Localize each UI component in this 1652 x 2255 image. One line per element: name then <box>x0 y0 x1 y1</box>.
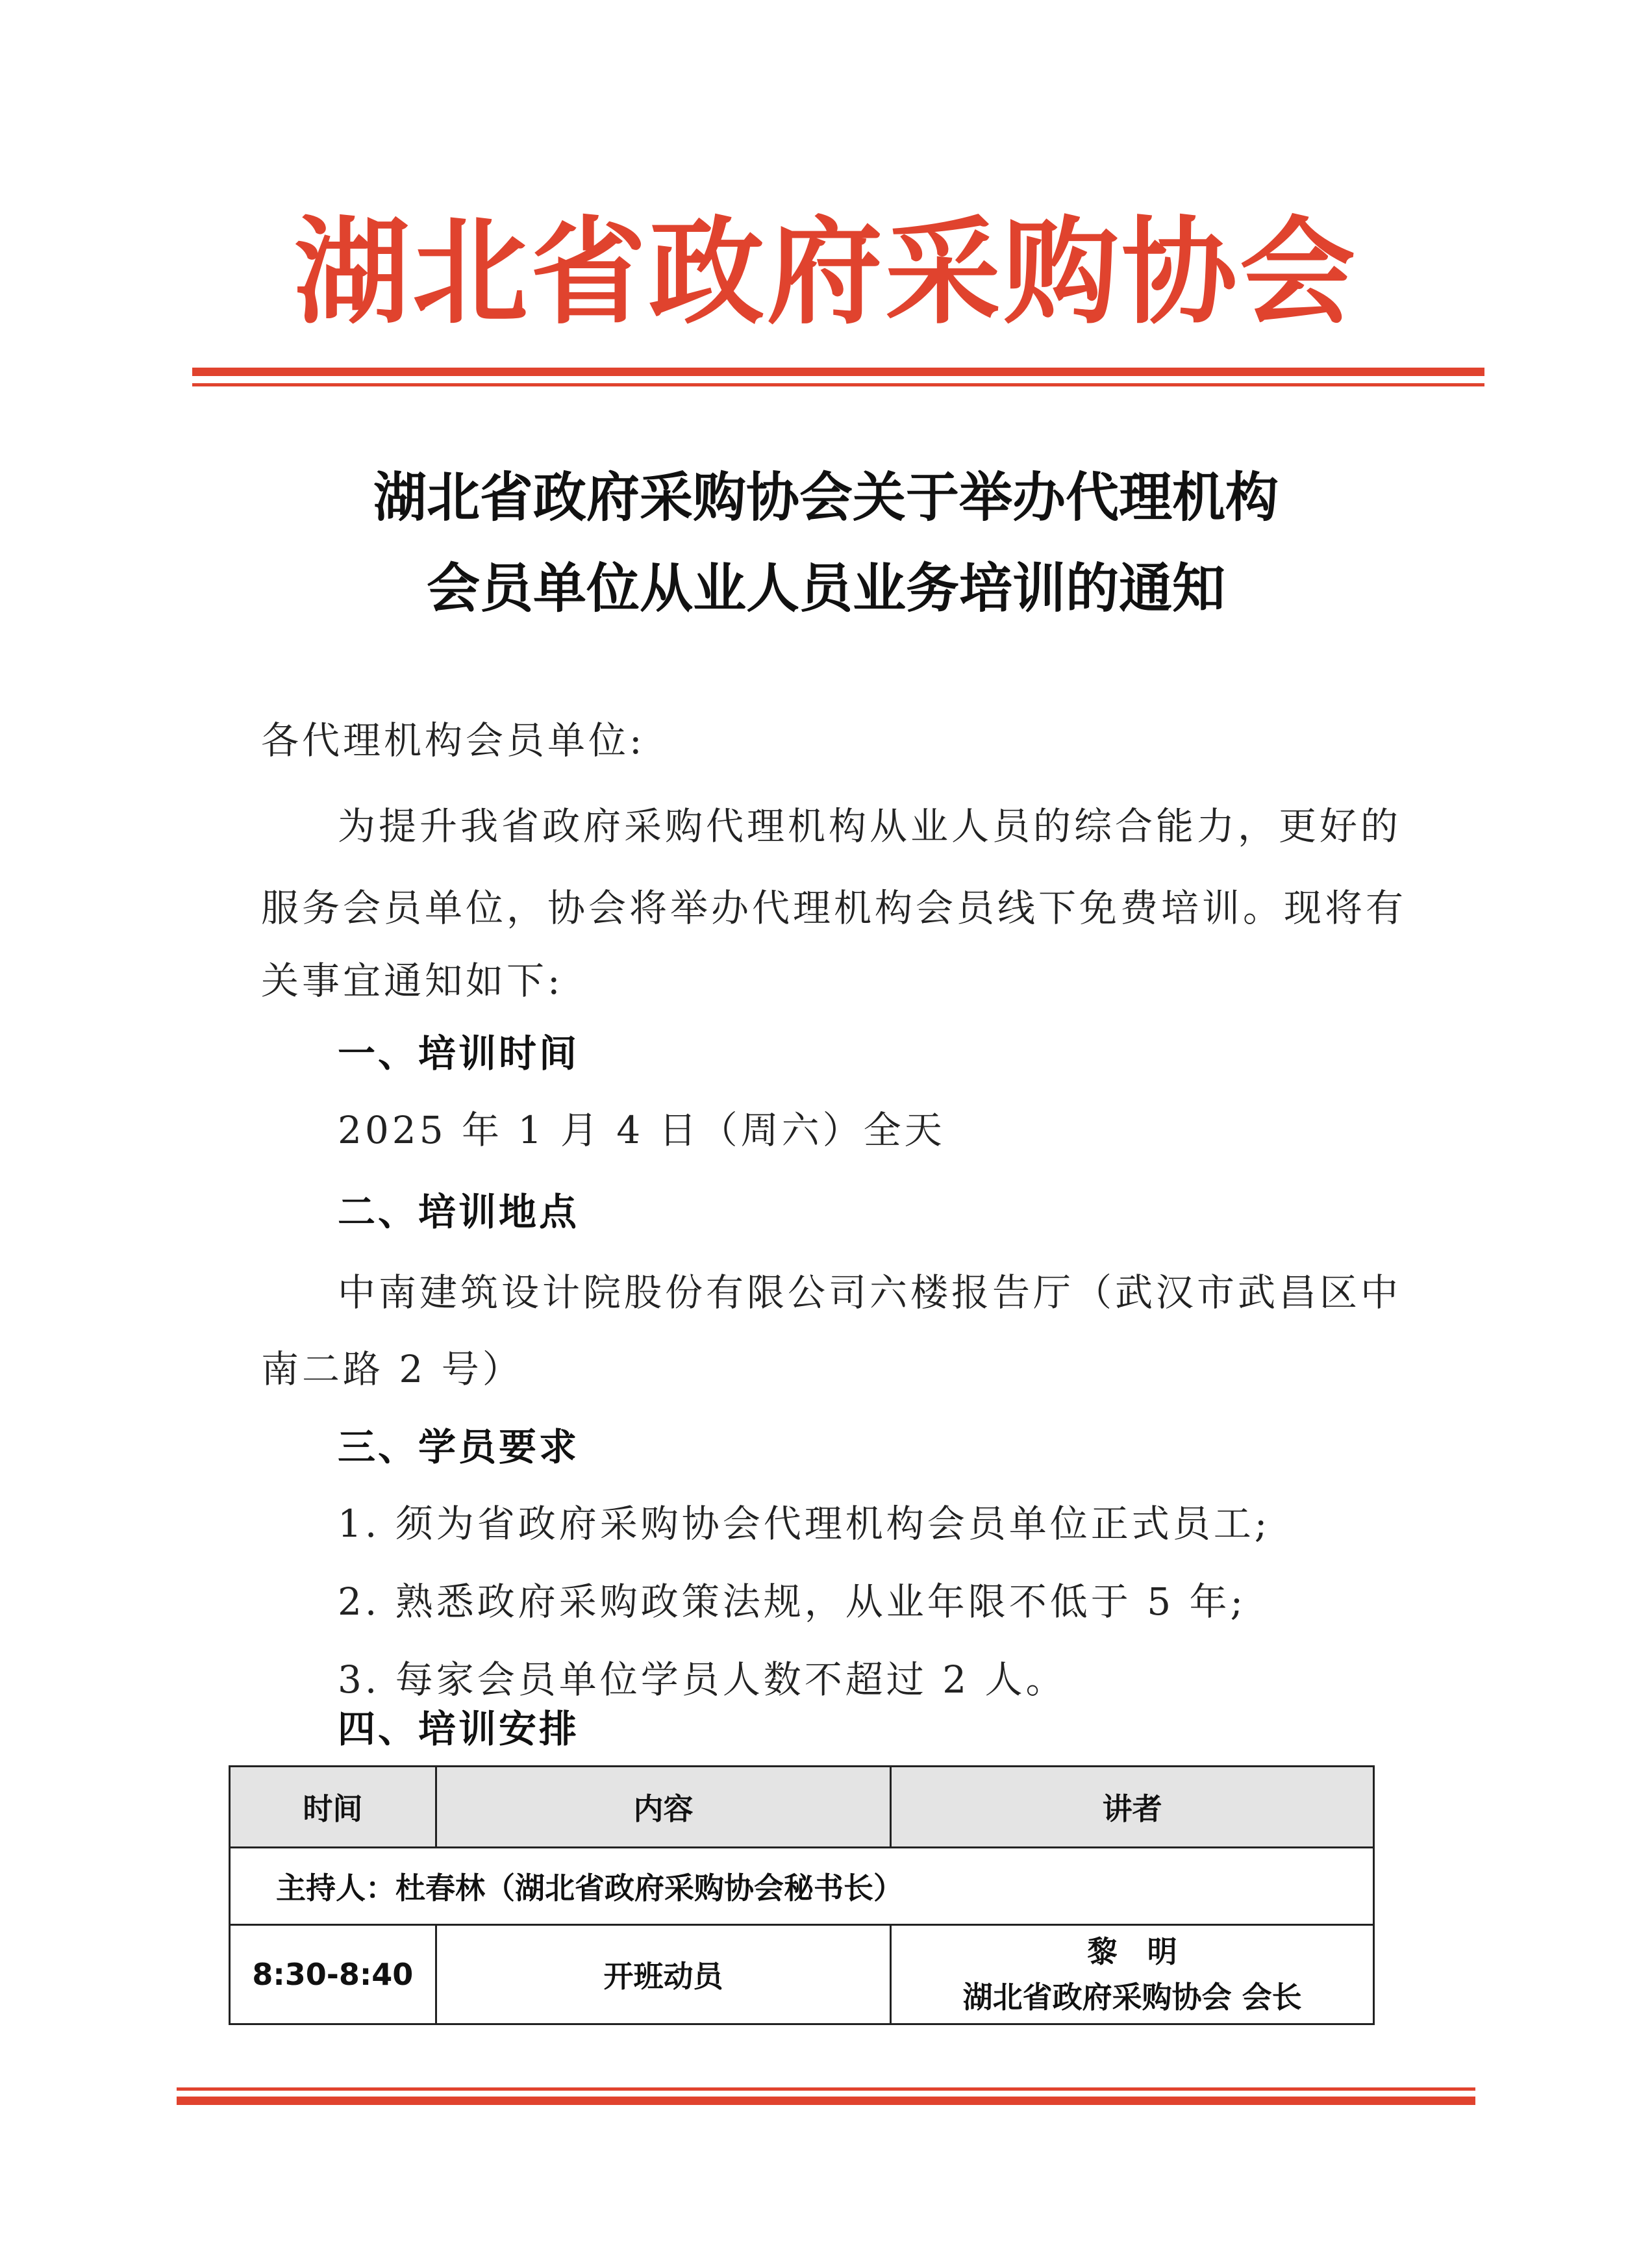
header-time: 时间 <box>230 1767 436 1848</box>
masthead-org-name: 湖北省政府采购协会 <box>294 205 1358 340</box>
section-heading-schedule: 四、培训安排 <box>338 1707 580 1751</box>
footer-rule-thick <box>177 2097 1475 2105</box>
speaker-title: 湖北省政府采购协会 会长 <box>962 1980 1302 2015</box>
requirement-item-2: 2. 熟悉政府采购政策法规，从业年限不低于 5 年; <box>338 1580 1247 1624</box>
header-content: 内容 <box>436 1767 891 1848</box>
requirement-item-1: 1. 须为省政府采购协会代理机构会员单位正式员工; <box>338 1502 1271 1546</box>
schedule-table <box>229 1765 1375 2025</box>
row-time: 8:30-8:40 <box>230 1925 436 2024</box>
row-content: 开班动员 <box>436 1925 891 2024</box>
schedule-host-row <box>230 1848 1374 1925</box>
row-speaker <box>891 1925 1374 2024</box>
section-heading-requirements: 三、学员要求 <box>338 1425 580 1469</box>
section-location-line-1: 中南建筑设计院股份有限公司六楼报告厅（武汉市武昌区中 <box>338 1270 1402 1315</box>
intro-line-3: 关事宜通知如下: <box>261 959 564 1003</box>
section-location-line-2: 南二路 2 号） <box>261 1347 523 1391</box>
intro-line-1: 为提升我省政府采购代理机构从业人员的综合能力，更好的 <box>338 804 1402 848</box>
section-heading-location: 二、培训地点 <box>338 1190 580 1234</box>
masthead-rule-thick <box>192 368 1484 376</box>
header-speaker: 讲者 <box>891 1767 1374 1848</box>
notice-title-line2: 会员单位从业人员业务培训的通知 <box>426 558 1225 620</box>
salutation: 各代理机构会员单位: <box>261 718 645 762</box>
section-time-text: 2025 年 1 月 4 日（周六）全天 <box>338 1108 945 1152</box>
schedule-header-row <box>230 1767 1374 1848</box>
speaker-name: 黎 明 <box>1087 1934 1177 1969</box>
notice-title-line1: 湖北省政府采购协会关于举办代理机构 <box>373 467 1279 529</box>
requirement-item-3: 3. 每家会员单位学员人数不超过 2 人。 <box>338 1657 1067 1702</box>
intro-line-2: 服务会员单位，协会将举办代理机构会员线下免费培训。现将有 <box>261 886 1407 930</box>
footer-rule-thin <box>177 2087 1475 2091</box>
masthead-rule-thin <box>192 383 1484 386</box>
table-row <box>230 1925 1374 2024</box>
section-heading-time: 一、培训时间 <box>338 1031 580 1076</box>
host-cell: 主持人：杜春林（湖北省政府采购协会秘书长） <box>230 1848 1374 1925</box>
